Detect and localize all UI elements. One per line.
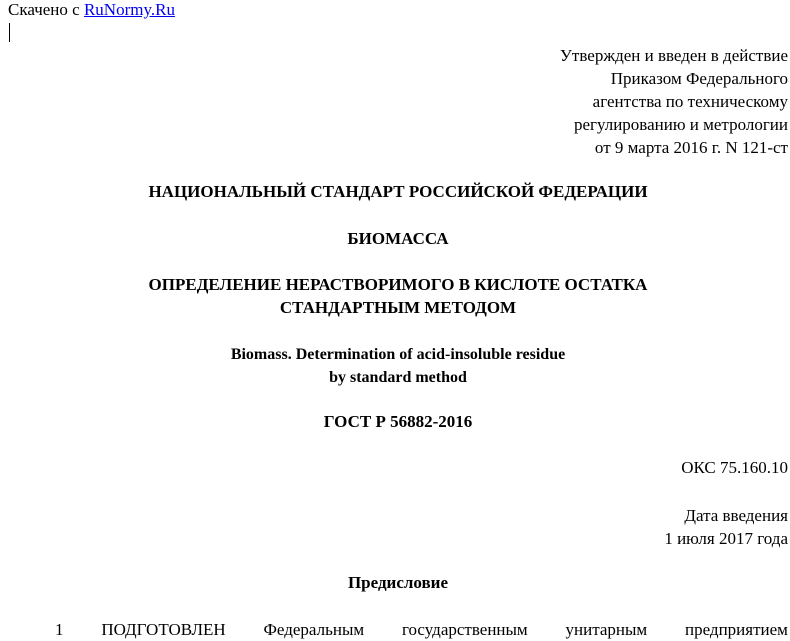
approval-line: Утвержден и введен в действие bbox=[559, 46, 788, 65]
source-prefix: Скачено с bbox=[8, 0, 80, 19]
effective-date-label: Дата введения bbox=[684, 506, 788, 525]
para-word: унитарным bbox=[565, 620, 648, 639]
title-ru bbox=[0, 273, 790, 319]
preface-heading: Предисловие bbox=[347, 573, 449, 592]
gost-number: ГОСТ Р 56882-2016 bbox=[323, 412, 473, 431]
standard-title: НАЦИОНАЛЬНЫЙ СТАНДАРТ РОССИЙСКОЙ ФЕДЕРАЦИИ bbox=[148, 182, 648, 201]
para-word: 1 bbox=[55, 620, 64, 639]
title-ru-line: ОПРЕДЕЛЕНИЕ НЕРАСТВОРИМОГО В КИСЛОТЕ ОСТАТКА bbox=[148, 275, 648, 294]
preface-paragraph bbox=[55, 619, 788, 641]
title-ru-line: СТАНДАРТНЫМ МЕТОДОМ bbox=[279, 298, 517, 317]
source-line bbox=[8, 0, 175, 20]
source-link[interactable]: RuNormy.Ru bbox=[83, 0, 175, 19]
para-word: ПОДГОТОВЛЕН bbox=[101, 620, 226, 639]
approval-block bbox=[560, 44, 788, 159]
para-word: Федеральным bbox=[263, 620, 365, 639]
title-en bbox=[0, 343, 790, 389]
approval-line: Приказом Федерального bbox=[610, 69, 788, 88]
effective-date-value: 1 июля 2017 года bbox=[664, 529, 788, 548]
title-en-line: Biomass. Determination of acid-insoluble residue bbox=[230, 346, 566, 363]
approval-line: регулированию и метрологии bbox=[573, 115, 788, 134]
title-en-line: by standard method bbox=[329, 369, 467, 386]
oks-code: ОКС 75.160.10 bbox=[681, 458, 788, 477]
approval-line: от 9 марта 2016 г. N 121-ст bbox=[594, 138, 788, 157]
approval-line: агентства по техническому bbox=[592, 92, 788, 111]
para-word: предприятием bbox=[685, 620, 788, 639]
para-word: государственным bbox=[401, 620, 528, 639]
effective-date bbox=[664, 504, 788, 550]
subject-heading: БИОМАССА bbox=[347, 229, 449, 248]
text-cursor bbox=[9, 23, 10, 42]
